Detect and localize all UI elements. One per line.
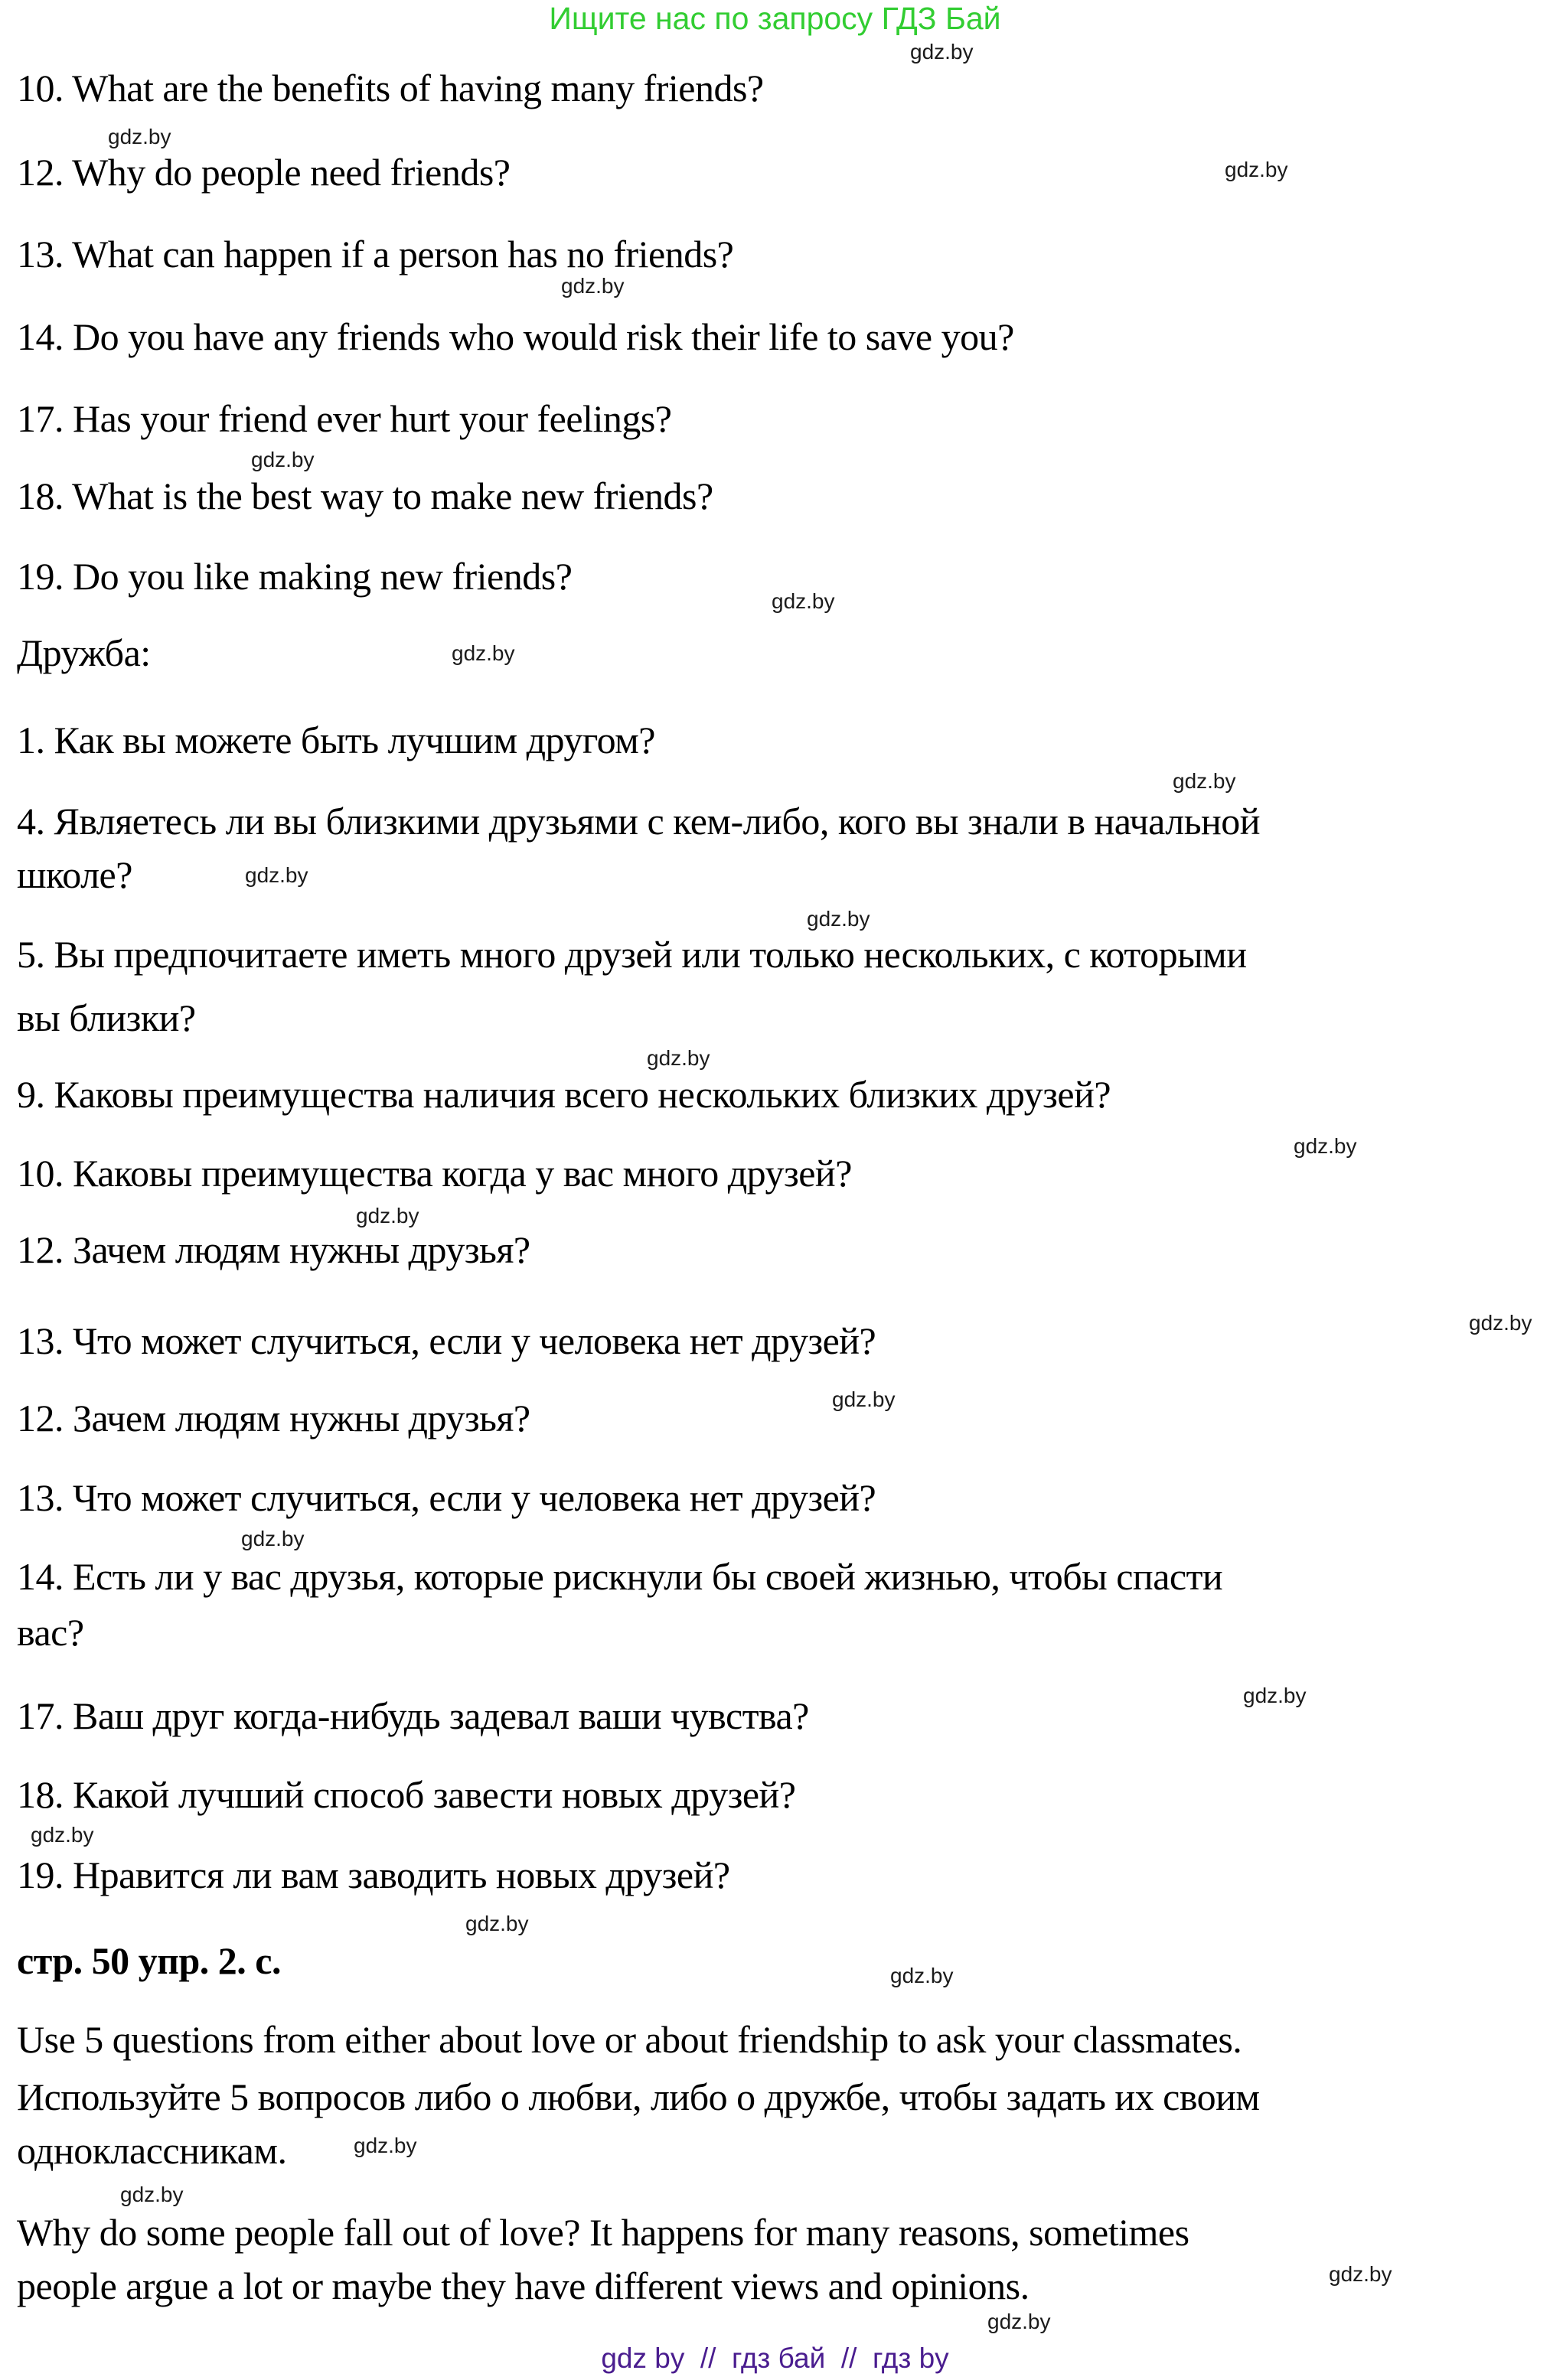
- text-line: 14. Do you have any friends who would risk their life to save you?: [17, 315, 1014, 358]
- gdz-watermark: gdz.by: [987, 2310, 1051, 2333]
- gdz-watermark: gdz.by: [1243, 1684, 1307, 1707]
- gdz-watermark: gdz.by: [251, 448, 315, 471]
- gdz-watermark: gdz.by: [647, 1046, 710, 1070]
- text-line: people argue a lot or maybe they have different views and opinions.: [17, 2264, 1030, 2307]
- gdz-watermark: gdz.by: [108, 125, 171, 148]
- text-line: Дружба:: [17, 631, 151, 674]
- text-line: 12. Зачем людям нужны друзья?: [17, 1397, 530, 1439]
- gdz-watermark: gdz.by: [354, 2134, 417, 2157]
- gdz-watermark: gdz.by: [910, 40, 974, 64]
- text-line: 12. Зачем людям нужны друзья?: [17, 1228, 530, 1271]
- gdz-watermark: gdz.by: [465, 1912, 529, 1935]
- text-line: 18. Какой лучший способ завести новых друзей?: [17, 1773, 796, 1816]
- text-line: одноклассникам.: [17, 2129, 287, 2172]
- gdz-watermark: gdz.by: [807, 907, 870, 931]
- gdz-watermark: gdz.by: [1173, 769, 1236, 793]
- gdz-watermark: gdz.by: [1469, 1311, 1532, 1335]
- gdz-watermark: gdz.by: [1329, 2262, 1392, 2286]
- text-line: 13. Что может случиться, если у человека нет друзей?: [17, 1476, 876, 1519]
- text-line: 14. Есть ли у вас друзья, которые рискнули бы своей жизнью, чтобы спасти: [17, 1555, 1223, 1598]
- text-line: 10. What are the benefits of having many friends?: [17, 67, 764, 109]
- gdz-watermark: gdz.by: [356, 1204, 419, 1227]
- text-line: 18. What is the best way to make new friends?: [17, 474, 713, 517]
- text-line: Используйте 5 вопросов либо о любви, либо о дружбе, чтобы задать их своим: [17, 2075, 1260, 2118]
- text-line: 19. Do you like making new friends?: [17, 555, 573, 598]
- text-line: 5. Вы предпочитаете иметь много друзей или только нескольких, с которыми: [17, 933, 1247, 976]
- text-line: школе?: [17, 853, 132, 896]
- text-line: 17. Ваш друг когда-нибудь задевал ваши чувства?: [17, 1694, 809, 1737]
- text-line: вы близки?: [17, 996, 196, 1039]
- gdz-watermark: gdz.by: [772, 589, 835, 613]
- text-line: 9. Каковы преимущества наличия всего нескольких близких друзей?: [17, 1073, 1111, 1116]
- text-line: 10. Каковы преимущества когда у вас много друзей?: [17, 1152, 852, 1195]
- text-line: 13. What can happen if a person has no friends?: [17, 233, 734, 275]
- footer-site-banner: gdz by // гдз бай // гдз by: [601, 2343, 949, 2374]
- gdz-watermark: gdz.by: [120, 2183, 184, 2206]
- text-line: 13. Что может случиться, если у человека нет друзей?: [17, 1319, 876, 1362]
- text-line: 4. Являетесь ли вы близкими друзьями с кем-либо, кого вы знали в начальной: [17, 800, 1261, 843]
- gdz-watermark: gdz.by: [832, 1387, 896, 1411]
- text-line: 12. Why do people need friends?: [17, 151, 511, 194]
- gdz-watermark: gdz.by: [890, 1964, 954, 1987]
- text-line: Use 5 questions from either about love or about friendship to ask your classmates.: [17, 2018, 1242, 2061]
- text-line: вас?: [17, 1611, 84, 1654]
- gdz-watermark: gdz.by: [241, 1527, 305, 1550]
- gdz-watermark: gdz.by: [245, 863, 308, 887]
- header-search-banner: Ищите нас по запросу ГДЗ Бай: [549, 1, 1001, 36]
- text-line: 1. Как вы можете быть лучшим другом?: [17, 719, 656, 761]
- text-line: 19. Нравится ли вам заводить новых друзей?: [17, 1853, 730, 1896]
- gdz-watermark: gdz.by: [452, 641, 515, 665]
- text-line: 17. Has your friend ever hurt your feelings?: [17, 397, 672, 440]
- text-line: Why do some people fall out of love? It happens for many reasons, sometimes: [17, 2211, 1189, 2254]
- exercise-heading: стр. 50 упр. 2. с.: [17, 1939, 281, 1982]
- gdz-watermark: gdz.by: [561, 274, 625, 298]
- gdz-watermark: gdz.by: [1294, 1134, 1357, 1158]
- gdz-watermark: gdz.by: [1225, 158, 1288, 181]
- gdz-watermark: gdz.by: [31, 1823, 94, 1847]
